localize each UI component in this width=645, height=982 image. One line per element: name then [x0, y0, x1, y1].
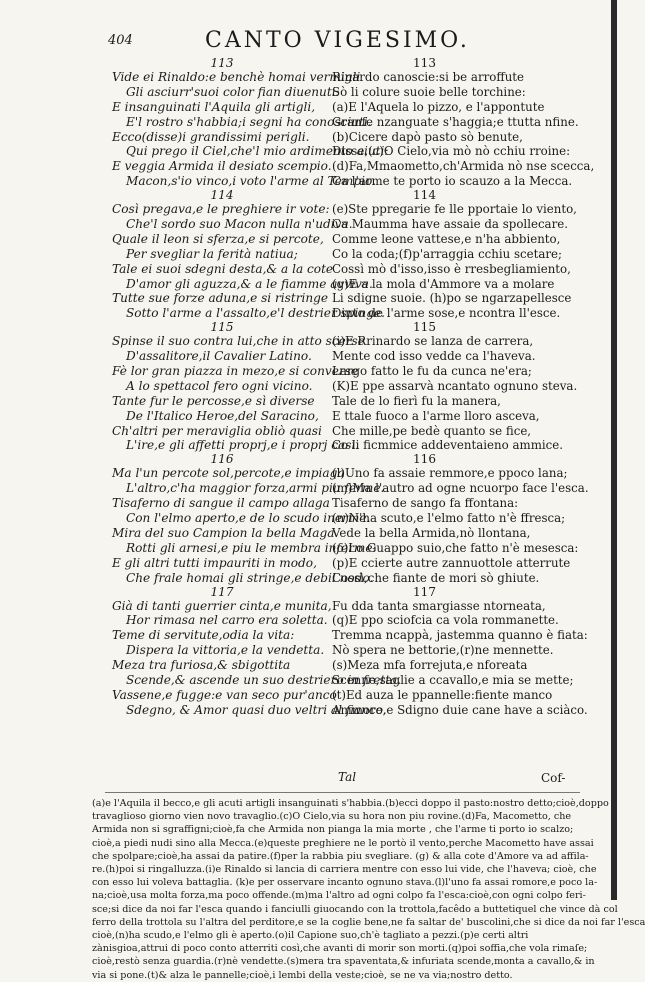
stanza-number: 116	[210, 452, 234, 467]
footnote-line: via si pone.(t)& alza le pannelle;cioè,i lembi della veste;cioè, se ne va via;nostro detto.	[92, 969, 513, 981]
verse-line: (b)Cicere dapò pasto sò benute,	[332, 129, 523, 144]
verse-line: E insanguinati l'Aquila gli artigli,	[112, 99, 316, 114]
verse-line: Tisaferno de sango fa ffontana:	[332, 496, 519, 511]
verse-line: Tale ei suoi sdegni desta,& a la cote	[112, 261, 334, 276]
stanza	[332, 452, 589, 585]
verse-line: Spinse il suo contra lui,che in atto scerse	[112, 334, 365, 349]
verse-line: Sdegno, & Amor quasi duo veltri al fianco.	[126, 702, 387, 717]
verse-line: Ammore,e Sdigno duie cane have a sciàco.	[332, 702, 588, 717]
stanza-number: 115	[210, 320, 234, 335]
verse-line: D'assalitore,il Cavalier Latino.	[126, 349, 312, 364]
verse-line: Li sdigne suoie. (h)po se ngarzapellesce	[332, 291, 572, 306]
verse-line: Ch'altri per meraviglia obliò quasi	[112, 423, 322, 438]
verse-line: Gli asciurr'suoi color fian diuenuti:	[126, 84, 340, 99]
footnote-rule	[105, 792, 580, 793]
verse-line: Rinardo canoscie:si be arroffute	[332, 70, 525, 84]
footnote-line: cioè,a piedi nudi sino alla Mecca.(e)queste preghiere ne le portò il vento,perche Macometto have assai	[92, 837, 594, 849]
footnote-line: re.(h)poi si ringalluzza.(i)e Rinaldo si lancia di carriera mentre con esso lui vide, che l'haveva; cioè, che	[92, 864, 597, 876]
verse-line: Qui prego il Ciel,che'l mio ardimento aiuti:	[126, 144, 389, 159]
verse-line: Per svegliar la ferità natiua;	[126, 246, 298, 261]
verse-line: Tutte sue forze aduna,e si ristringe	[112, 291, 329, 306]
verse-line: Comme leone vattese,e n'ha abbiento,	[332, 231, 561, 246]
stanza-number: 117	[210, 584, 234, 599]
verse-line: Meza tra furiosa,& sbigottita	[112, 658, 291, 673]
verse-line: Ca l'arme te porto io scauzo a la Mecca.	[332, 174, 573, 189]
page-number: 404	[108, 33, 133, 48]
footnote-line: ferro della trottola su l'altra del perditore,e se la coglie bene,ne fa saltar de' buscolini,che si dice da noi far l'esca	[92, 916, 645, 928]
stanza-number: 116	[413, 452, 436, 467]
verse-line: D'amor gli aguzza,& a le fiamme avviva.	[126, 276, 373, 291]
verse-line: L'ire,e gli affetti proprj,e i proprj casi.	[126, 438, 360, 453]
verse-line: Scende,& ascende un suo destriero in fretta.	[126, 672, 402, 687]
verse-line: Ca Maumma have assaie da spollecare.	[332, 217, 568, 232]
verse-line: Cossì,che fiante de mori sò ghiute.	[332, 570, 540, 585]
verse-line: Vede la bella Armida,nò llontana,	[332, 525, 531, 540]
verse-line: Sò li colure suoie belle torchine:	[332, 84, 526, 99]
verse-line: (g)E a la mola d'Ammore va a molare	[332, 276, 555, 291]
footnote-line: sce;si dice da noi far l'esca quando i fanciulli giuocando con la trottola,facêdo a buttetiquel che vince dà col	[92, 903, 618, 915]
neapolitan-column	[332, 56, 595, 718]
verse-line: (m)Ma l'autro ad ogne ncuorpo face l'esca.	[332, 481, 589, 496]
stanza	[332, 56, 595, 189]
verse-line: Scenne,saglie a ccavallo,e mia se mette;	[332, 672, 574, 687]
verse-line: Mente cod isso vedde ca l'haveva.	[332, 349, 536, 364]
verse-line: Dispera la vittoria,e la vendetta.	[126, 643, 325, 658]
verse-line: (l)Uno fa assaie remmore,e ppoco lana;	[332, 466, 568, 481]
verse-line: (t)Ed auza le ppannelle:fiente manco	[332, 687, 553, 702]
verse-line: Tale de lo fierì fu la manera,	[332, 393, 501, 408]
verse-line: Disse,(c)O Cielo,via mò nò cchiu rroine:	[332, 144, 571, 159]
verse-line: Sotto l'arme a l'assalto,e'l destrier spinge.	[126, 306, 385, 321]
verse-line: Tisaferno di sangue il campo allaga	[112, 496, 330, 511]
verse-line: Vide ei Rinaldo:e benchè homai vermigli	[112, 70, 361, 84]
verse-line: E gli altri tutti impauriti in modo,	[112, 555, 317, 570]
verse-line: Largo fatto le fu da cunca ne'era;	[332, 364, 532, 379]
footnote-line: che spolpare;cioè,ha assai da patire.(f)per la rabbia piu svegliare. (g) & alla cote d'Amore va ad affila-	[92, 850, 589, 862]
verse-line: E ttale fuoco a l'arme lloro asceva,	[332, 408, 540, 423]
stanza-number: 114	[210, 188, 234, 203]
stanza	[332, 189, 577, 321]
verse-line: Fu dda tanta smargiasse ntorneata,	[332, 598, 546, 613]
verse-line: Tremma ncappà, jastemma quanno è fiata:	[332, 628, 588, 643]
verse-line: Così pregava,e le preghiere ir vote:	[112, 202, 330, 217]
verse-line: Macon,s'io vinco,i voto l'arme al Tempio.	[126, 174, 376, 189]
verse-line: Vassene,e fugge:e van seco pur'anco	[112, 687, 337, 702]
verse-line: L'altro,c'ha maggior forza,armi piu ferme.	[126, 481, 385, 496]
footnote-line: cioè,restò senza guardia.(r)nè vendette.(s)mera tra spaventata,& infuriata scende,monta a cavallo,& in	[92, 956, 595, 968]
verse-line: Co li ficmmice addeventaieno ammice.	[332, 438, 563, 453]
verse-line: Cossì mò d'isso,isso è rresbegliamiento,	[332, 261, 571, 276]
footnote-line: travaglioso giorno vien novo travaglio.(c)O Cielo,via su hora non piu rovine.(d)Fa, Macometto, che	[92, 811, 572, 823]
verse-line: Ma l'un percote sol,percote,e impiaga	[112, 466, 345, 481]
verse-line: Che frale homai gli stringe,e debil nodo.	[126, 570, 374, 585]
verse-line: Con l'elmo aperto,e de lo scudo inerme.	[126, 511, 371, 526]
verse-line: (p)E ccierte autre zannuottole atterrute	[332, 555, 571, 570]
verse-line: Hor rimasa nel carro era soletta.	[126, 613, 328, 628]
verse-line: Teme di servitute,odia la vita:	[112, 628, 295, 643]
verse-line: Co la coda;(f)p'arraggia cchiu scetare;	[332, 246, 563, 261]
verse-line: Rotti gli arnesi,e piu le membra inferme:	[126, 540, 377, 555]
stanza	[332, 584, 588, 718]
verse-line: Che mille,pe bedè quanto se fice,	[332, 423, 532, 438]
verse-line: Quale il leon si sferza,e si percote,	[112, 231, 324, 246]
verse-line: Dinto de l'arme sose,e ncontra ll'esce.	[332, 306, 561, 321]
catchword-right: Cof-	[541, 771, 566, 785]
verse-line: (i)E Rrinardo se lanza de carrera,	[332, 334, 534, 349]
verse-line: Mira del suo Campion la bella Maga	[112, 525, 335, 540]
footnote-line: Armida non si sgraffigni;cioè,fa che Armida non pianga la mia morte , che l'arme ti porto io scalzo;	[92, 824, 574, 836]
verse-line: De l'Italico Heroe,del Saracino,	[126, 408, 319, 423]
verse-line: (s)Meza mfa forrejuta,e nforeata	[332, 658, 528, 673]
verse-line: E'l rostro s'habbia;i segni ha conosciuti.	[126, 114, 372, 129]
verse-line: Granfe nzanguate s'haggia;e ttutta nfine.	[332, 114, 579, 129]
verse-line: Ecco(disse)i grandissimi perigli.	[112, 129, 310, 144]
stanza	[332, 321, 577, 453]
footnotes	[92, 797, 645, 982]
verse-line: (n)N'ha scuto,e l'elmo fatto n'è ffresca;	[332, 511, 566, 526]
verse-line: (q)E ppo sciofcia ca vola rommanette.	[332, 613, 559, 628]
verse-line: Che'l sordo suo Macon nulla n'udiva.	[126, 217, 353, 232]
stanza-number: 115	[413, 320, 436, 335]
verse-line: (o)Lo Guappo suio,che fatto n'è mesesca:	[332, 540, 579, 555]
footnote-line: na;cioè,usa molta forza,ma poco offende.(m)ma l'altro ad ogni colpo fa l'esca:cioè,con ogni colpo feri-	[92, 890, 586, 902]
verse-line: Fè lor gran piazza in mezo,e si converse	[112, 364, 359, 379]
verse-line: (d)Fa,Mmaometto,ch'Armida nò nse scecca,	[332, 159, 595, 174]
footnote-line: con esso lui voleva battaglia. (k)e per osservare incanto ognuno stava.(l)l'uno fa assai romore,e poco la-	[92, 877, 598, 889]
stanza-number: 114	[413, 188, 436, 203]
verse-line: (a)E l'Aquela lo pizzo, e l'appontute	[332, 99, 545, 114]
stanza-number: 113	[413, 56, 436, 70]
footnote-line: cioè,(n)ha scudo,e l'elmo gli è aperto.(o)il Capione suo,ch'è tagliato a pezzi.(p)e certi altri	[92, 930, 529, 942]
stanza-number: 113	[210, 56, 234, 70]
footnote-line: (a)e l'Aquila il becco,e gli acuti artigli insanguinati s'habbia.(b)ecci doppo il pasto:nostro detto;cioè,doppo	[92, 798, 609, 809]
verse-line: Tante fur le percosse,e sì diverse	[112, 393, 315, 408]
running-title: CANTO VIGESIMO.	[205, 28, 470, 53]
verse-line: (K)E ppe assarvà ncantato ognuno steva.	[332, 378, 578, 393]
verse-line: (e)Ste ppregarie fe lle pportaie lo viento,	[332, 202, 577, 217]
stanza-number: 117	[413, 584, 436, 599]
catchword-left: Tal	[338, 770, 357, 784]
verse-line: A lo spettacol fero ogni vicino.	[126, 378, 313, 393]
verse-line: Nò spera ne bettorie,(r)ne mennette.	[332, 643, 554, 658]
verse-line: Già di tanti guerrier cinta,e munita,	[112, 598, 332, 613]
footnote-line: zànisgioa,attrui di poco conto atterriti così,che avanti di morir son morti.(q)poi soffia,che vola rimaſe;	[92, 943, 588, 955]
page-edge	[611, 0, 617, 900]
verse-line: E veggia Armida il desiato scempio.	[112, 159, 332, 174]
